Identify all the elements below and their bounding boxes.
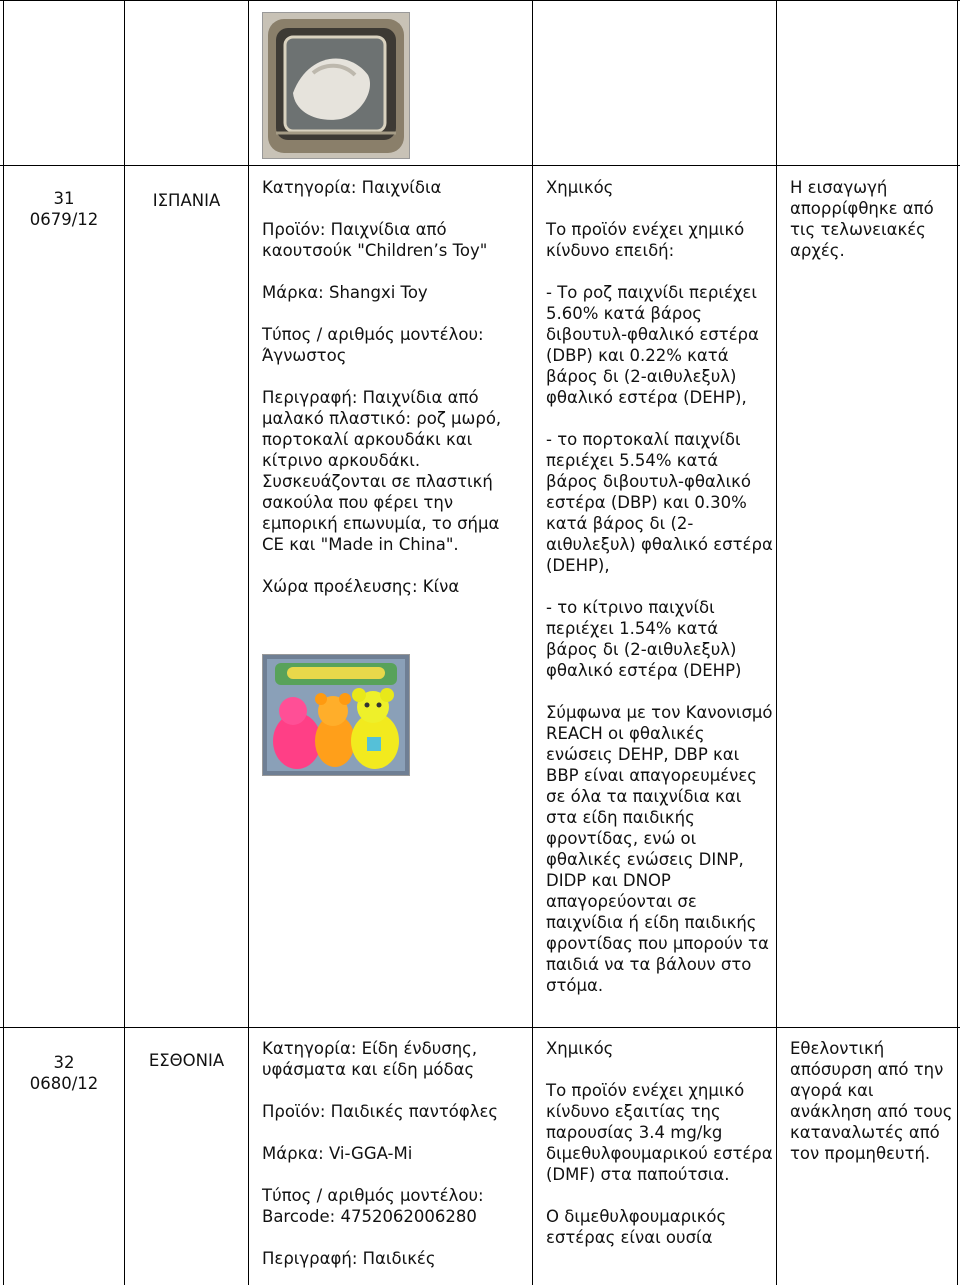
row-32-country: ΕΣΘΟΝΙΑ [148,1051,225,1070]
row-divider-31-32 [0,1027,960,1028]
row-32-risk-tail: Ο διμεθυλφουμαρικός εστέρας είναι ουσία [546,1207,727,1247]
row-31-risk-cell [546,177,774,996]
row-32-id: 32 [53,1053,75,1072]
row-32-measures-cell [790,1038,954,1164]
row-32-number-cell [4,1052,124,1094]
row-32-risk-type: Χημικός [546,1039,614,1058]
row-32-risk-intro: Το προϊόν ενέχει χημικό κίνδυνο εξαιτίας της παρουσίας 3.4 mg/kg διμεθυλφουμαρικού εστέρα (DMF) στα παπούτσια. [546,1081,773,1184]
col-border-2 [248,0,249,1285]
row-31-measures-cell [790,177,954,261]
row-31-model: Τύπος / αριθμός μοντέλου: Άγνωστος [262,325,484,365]
row-divider-photo [0,165,960,166]
row-31-id: 31 [53,189,75,208]
row-31-risk-item-1: - Το ροζ παιχνίδι περιέχει 5.60% κατά βάρος διβουτυλ-φθαλικό εστέρα (DBP) και 0.22% κατά βάρος δι (2-αιθυλεξυλ) φθαλικό εστέρα (DEHP), [546,283,759,407]
col-border-5 [957,0,958,1285]
col-border-3 [532,0,533,1285]
row-31-risk-item-2: - το πορτοκαλί παιχνίδι περιέχει 5.54% κατά βάρος διβουτυλ-φθαλικό εστέρα (DBP) και 0.30% κατά βάρος δι (2-αιθυλεξυλ) φθαλικό εστέρα (DEHP), [546,430,773,575]
row-31-country: ΙΣΠΑΝΙΑ [152,191,221,210]
row-31-risk-regulation: Σύμφωνα με τον Κανονισμό REACH οι φθαλικές ενώσεις DEHP, DBP και BBP είναι απαγορευμένες σε όλα τα παιχνίδια και στα είδη παιδικής φροντίδας, ενώ οι φθαλικές ενώσεις DINP, DIDP και DNOP απαγορεύονται σε παιχνίδια ή είδη παιδικής φροντίδας που μπορούν τα παιδιά να τα βάλουν στο στόμα. [546,703,773,995]
row-31-origin: Χώρα προέλευσης: Κίνα [262,577,460,596]
table-top-border [0,0,960,1]
row-32-category: Κατηγορία: Είδη ένδυσης, υφάσματα και είδη μόδας [262,1039,478,1079]
row-31-risk-item-3: - το κίτρινο παιχνίδι περιέχει 1.54% κατά βάρος δι (2-αιθυλεξυλ) φθαλικό εστέρα (DEHP) [546,598,742,680]
col-border-4 [776,0,777,1285]
row-31-product-cell [262,177,524,597]
row-31-product-name: Προϊόν: Παιχνίδια από καουτσούκ "Children’s Toy" [262,220,488,260]
row-31-code: 0679/12 [29,210,99,229]
row-32-product-cell [262,1038,524,1269]
row-32-model: Τύπος / αριθμός μοντέλου: Barcode: 4752062006280 [262,1186,484,1226]
row-32-product-name: Προϊόν: Παιδικές παντόφλες [262,1102,499,1121]
row-31-brand: Μάρκα: Shangxi Toy [262,283,428,302]
row-32-risk-cell [546,1038,774,1248]
product-photo-rubber-toys [262,654,410,776]
row-31-number-cell [4,188,124,230]
row-32-description: Περιγραφή: Παιδικές [262,1249,436,1268]
row-31-risk-intro: Το προϊόν ενέχει χημικό κίνδυνο επειδή: [546,220,745,260]
row-31-description: Περιγραφή: Παιχνίδια από μαλακό πλαστικό: ροζ μωρό, πορτοκαλί αρκουδάκι και κίτρινο αρκουδάκι. Συσκευάζονται σε πλαστική σακούλα που φέρει την εμπορική επωνυμία, το σήμα CE και "Made in China". [262,388,502,554]
row-32-measures: Εθελοντική απόσυρση από την αγορά και ανάκληση από τους καταναλωτές από τον προμηθευτή. [790,1039,953,1163]
row-32-brand: Μάρκα: Vi-GGA-Mi [262,1144,413,1163]
product-photo-tin-box [262,12,410,159]
row-31-country-cell [125,190,248,211]
row-31-category: Κατηγορία: Παιχνίδια [262,178,442,197]
row-31-risk-type: Χημικός [546,178,614,197]
row-32-code: 0680/12 [29,1074,99,1093]
row-31-measures: Η εισαγωγή απορρίφθηκε από τις τελωνειακές αρχές. [790,178,934,260]
row-32-country-cell [125,1050,248,1071]
